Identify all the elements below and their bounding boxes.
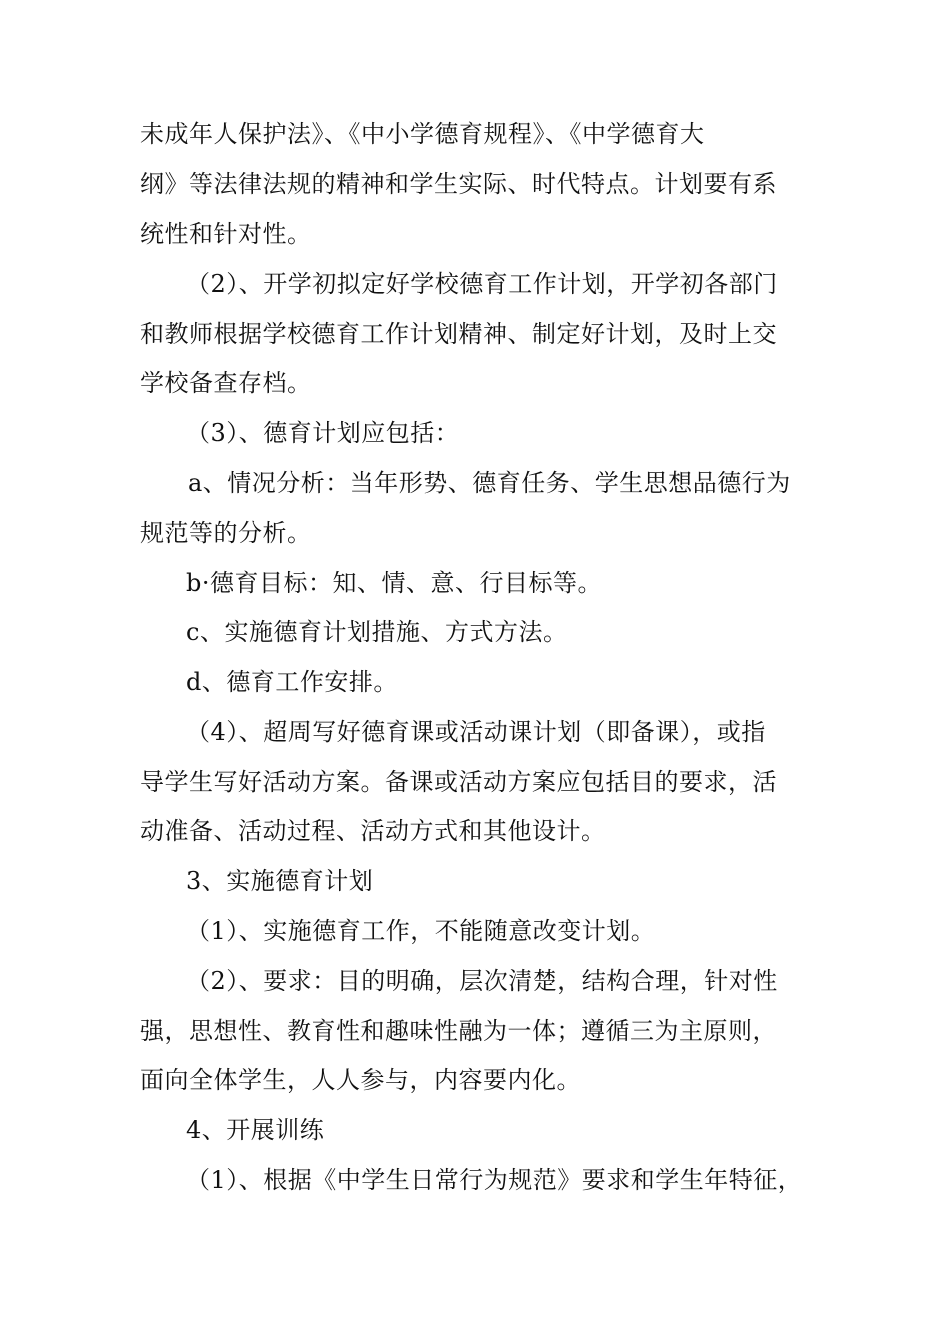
text-line: c、实施德育计划措施、方式方法。 xyxy=(186,618,568,646)
text-line: b·德育目标：知、情、意、行目标等。 xyxy=(186,569,602,597)
text-line: d、德育工作安排。 xyxy=(186,668,398,696)
text-line: 动准备、活动过程、活动方式和其他设计。 xyxy=(140,817,606,845)
text-line: 4、开展训练 xyxy=(186,1116,325,1144)
text-line: 3、实施德育计划 xyxy=(186,867,374,895)
text-line: 学校备查存档。 xyxy=(140,369,312,397)
text-line: （4）、超周写好德育课或活动课计划（即备课），或指 xyxy=(186,718,766,746)
text-line: 未成年人保护法》、《中小学德育规程》、《中学德育大 xyxy=(140,120,705,148)
text-line: 和教师根据学校德育工作计划精神、制定好计划，及时上交 xyxy=(140,320,777,348)
text-line: （1）、实施德育工作，不能随意改变计划。 xyxy=(186,917,656,945)
text-line: a、情况分析：当年形势、德育任务、学生思想品德行为 xyxy=(188,469,791,497)
text-line: 强，思想性、教育性和趣味性融为一体；遵循三为主原则， xyxy=(140,1017,777,1045)
text-line: 规范等的分析。 xyxy=(140,519,312,547)
text-line: 统性和针对性。 xyxy=(140,220,312,248)
text-line: （1）、根据《中学生日常行为规范》要求和学生年特征， xyxy=(186,1166,803,1194)
text-line: （3）、德育计划应包括： xyxy=(186,419,460,447)
text-line: 导学生写好活动方案。备课或活动方案应包括目的要求，活 xyxy=(140,768,777,796)
text-line: （2）、开学初拟定好学校德育工作计划，开学初各部门 xyxy=(186,270,778,298)
text-line: 纲》等法律法规的精神和学生实际、时代特点。计划要有系 xyxy=(140,170,777,198)
text-line: （2）、要求：目的明确，层次清楚，结构合理，针对性 xyxy=(186,967,778,995)
text-line: 面向全体学生，人人参与，内容要内化。 xyxy=(140,1066,581,1094)
